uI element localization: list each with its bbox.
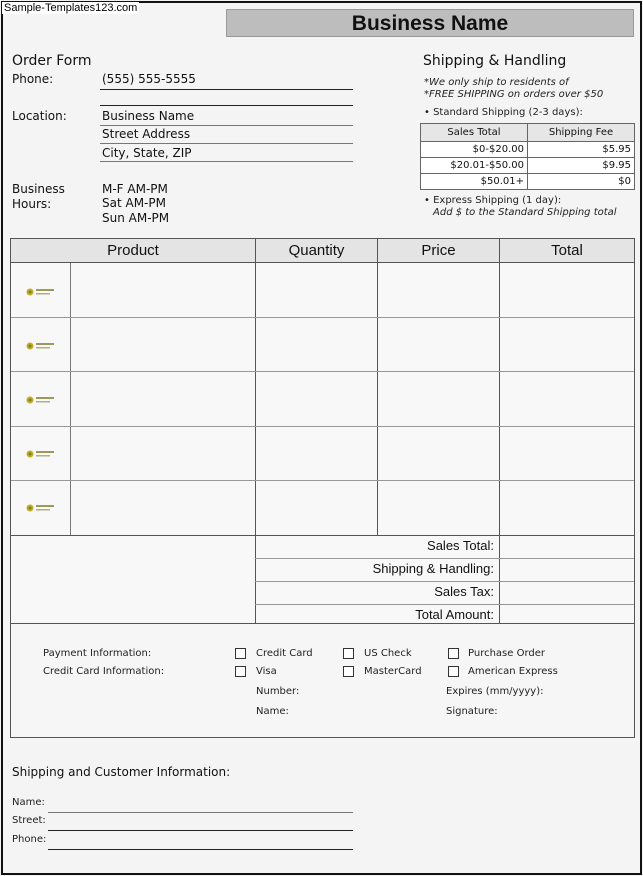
expires-label: Expires (mm/yyyy): <box>446 686 544 697</box>
us-check-label: US Check <box>364 648 412 659</box>
fee-range: $50.01+ <box>421 174 528 190</box>
fee-row <box>421 158 635 174</box>
sales-total-label: Sales Total: <box>427 538 494 553</box>
page-title: Business Name <box>351 12 509 35</box>
mastercard-checkbox[interactable] <box>343 666 354 677</box>
totals-divider <box>255 558 634 559</box>
product-logo-icon <box>25 446 57 462</box>
express-shipping-note: Add $ to the Standard Shipping total <box>433 207 617 218</box>
mastercard-label: MasterCard <box>364 666 422 677</box>
product-logo-icon <box>25 338 57 354</box>
product-thumbnail <box>25 338 57 354</box>
fee-header-shipping-fee: Shipping Fee <box>528 124 635 142</box>
location-line-1: Business Name <box>102 109 195 123</box>
location-underline-3 <box>100 161 353 162</box>
payment-section <box>10 624 635 738</box>
col-divider <box>377 239 378 535</box>
header-price: Price <box>378 239 499 263</box>
row-divider <box>11 426 634 427</box>
header-product: Product <box>11 239 255 263</box>
visa-checkbox[interactable] <box>235 666 246 677</box>
product-thumbnail <box>25 392 57 408</box>
location-underline-2 <box>100 143 353 144</box>
hours-label-1: Business <box>12 182 65 196</box>
location-underline-1 <box>100 125 353 126</box>
customer-street-label: Street: <box>12 815 46 826</box>
hours-sunday: Sun AM-PM <box>102 211 170 225</box>
watermark: Sample-Templates123.com <box>4 2 138 14</box>
total-amount-label: Total Amount: <box>415 607 494 622</box>
fee-amount: $9.95 <box>528 158 635 174</box>
purchase-order-checkbox[interactable] <box>448 648 459 659</box>
fee-range: $20.01-$50.00 <box>421 158 528 174</box>
row-divider <box>11 480 634 481</box>
shipping-note-1: *We only ship to residents of <box>424 77 569 88</box>
payment-info-label: Payment Information: <box>43 648 152 659</box>
order-form-heading: Order Form <box>12 53 92 69</box>
phone-label: Phone: <box>12 72 54 86</box>
location-top-line <box>100 105 353 106</box>
header-quantity: Quantity <box>256 239 377 263</box>
phone-value: (555) 555-5555 <box>102 72 196 86</box>
sales-tax-label: Sales Tax: <box>434 584 494 599</box>
shipping-handling-label: Shipping & Handling: <box>372 561 494 576</box>
title-bar <box>226 9 634 37</box>
product-logo-icon <box>25 500 57 516</box>
customer-phone-line[interactable] <box>48 849 353 850</box>
american-express-checkbox[interactable] <box>448 666 459 677</box>
product-logo-icon <box>25 392 57 408</box>
card-info-label: Credit Card Information: <box>43 666 165 677</box>
standard-shipping-label: • Standard Shipping (2-3 days): <box>424 107 583 118</box>
col-divider <box>255 239 256 625</box>
row-divider <box>11 371 634 372</box>
american-express-label: American Express <box>468 666 558 677</box>
customer-info-heading: Shipping and Customer Information: <box>12 765 231 779</box>
product-thumbnail <box>25 284 57 300</box>
us-check-checkbox[interactable] <box>343 648 354 659</box>
customer-name-label: Name: <box>12 797 45 808</box>
fee-amount: $5.95 <box>528 142 635 158</box>
visa-label: Visa <box>256 666 277 677</box>
credit-card-checkbox[interactable] <box>235 648 246 659</box>
location-line-3: City, State, ZIP <box>102 146 192 160</box>
fee-amount: $0 <box>528 174 635 190</box>
customer-street-line[interactable] <box>48 830 353 831</box>
totals-divider <box>255 604 634 605</box>
product-grid <box>10 238 635 624</box>
header-total: Total <box>500 239 634 263</box>
location-line-2: Street Address <box>102 127 191 141</box>
col-divider <box>499 239 500 625</box>
location-label: Location: <box>12 109 67 123</box>
fee-header-sales-total: Sales Total <box>421 124 528 142</box>
product-thumbnail <box>25 500 57 516</box>
row-divider <box>11 317 634 318</box>
product-thumbnail <box>25 446 57 462</box>
phone-underline <box>100 89 353 90</box>
shipping-heading: Shipping & Handling <box>423 53 567 69</box>
signature-label: Signature: <box>446 706 498 717</box>
hours-saturday: Sat AM-PM <box>102 196 166 210</box>
product-logo-icon <box>25 284 57 300</box>
card-name-label: Name: <box>256 706 289 717</box>
customer-name-line[interactable] <box>48 812 353 813</box>
card-number-label: Number: <box>256 686 300 697</box>
customer-phone-label: Phone: <box>12 834 47 845</box>
fee-table-header <box>421 124 635 142</box>
thumb-divider <box>70 263 71 535</box>
row-divider <box>11 535 634 536</box>
totals-divider <box>255 581 634 582</box>
purchase-order-label: Purchase Order <box>468 648 546 659</box>
fee-range: $0-$20.00 <box>421 142 528 158</box>
shipping-note-2: *FREE SHIPPING on orders over $50 <box>424 89 604 100</box>
fee-row <box>421 174 635 190</box>
express-shipping-label: • Express Shipping (1 day): <box>424 195 562 206</box>
hours-label-2: Hours: <box>12 197 52 211</box>
fee-row <box>421 142 635 158</box>
shipping-fee-table <box>420 123 635 190</box>
credit-card-label: Credit Card <box>256 648 313 659</box>
hours-weekday: M-F AM-PM <box>102 182 168 196</box>
